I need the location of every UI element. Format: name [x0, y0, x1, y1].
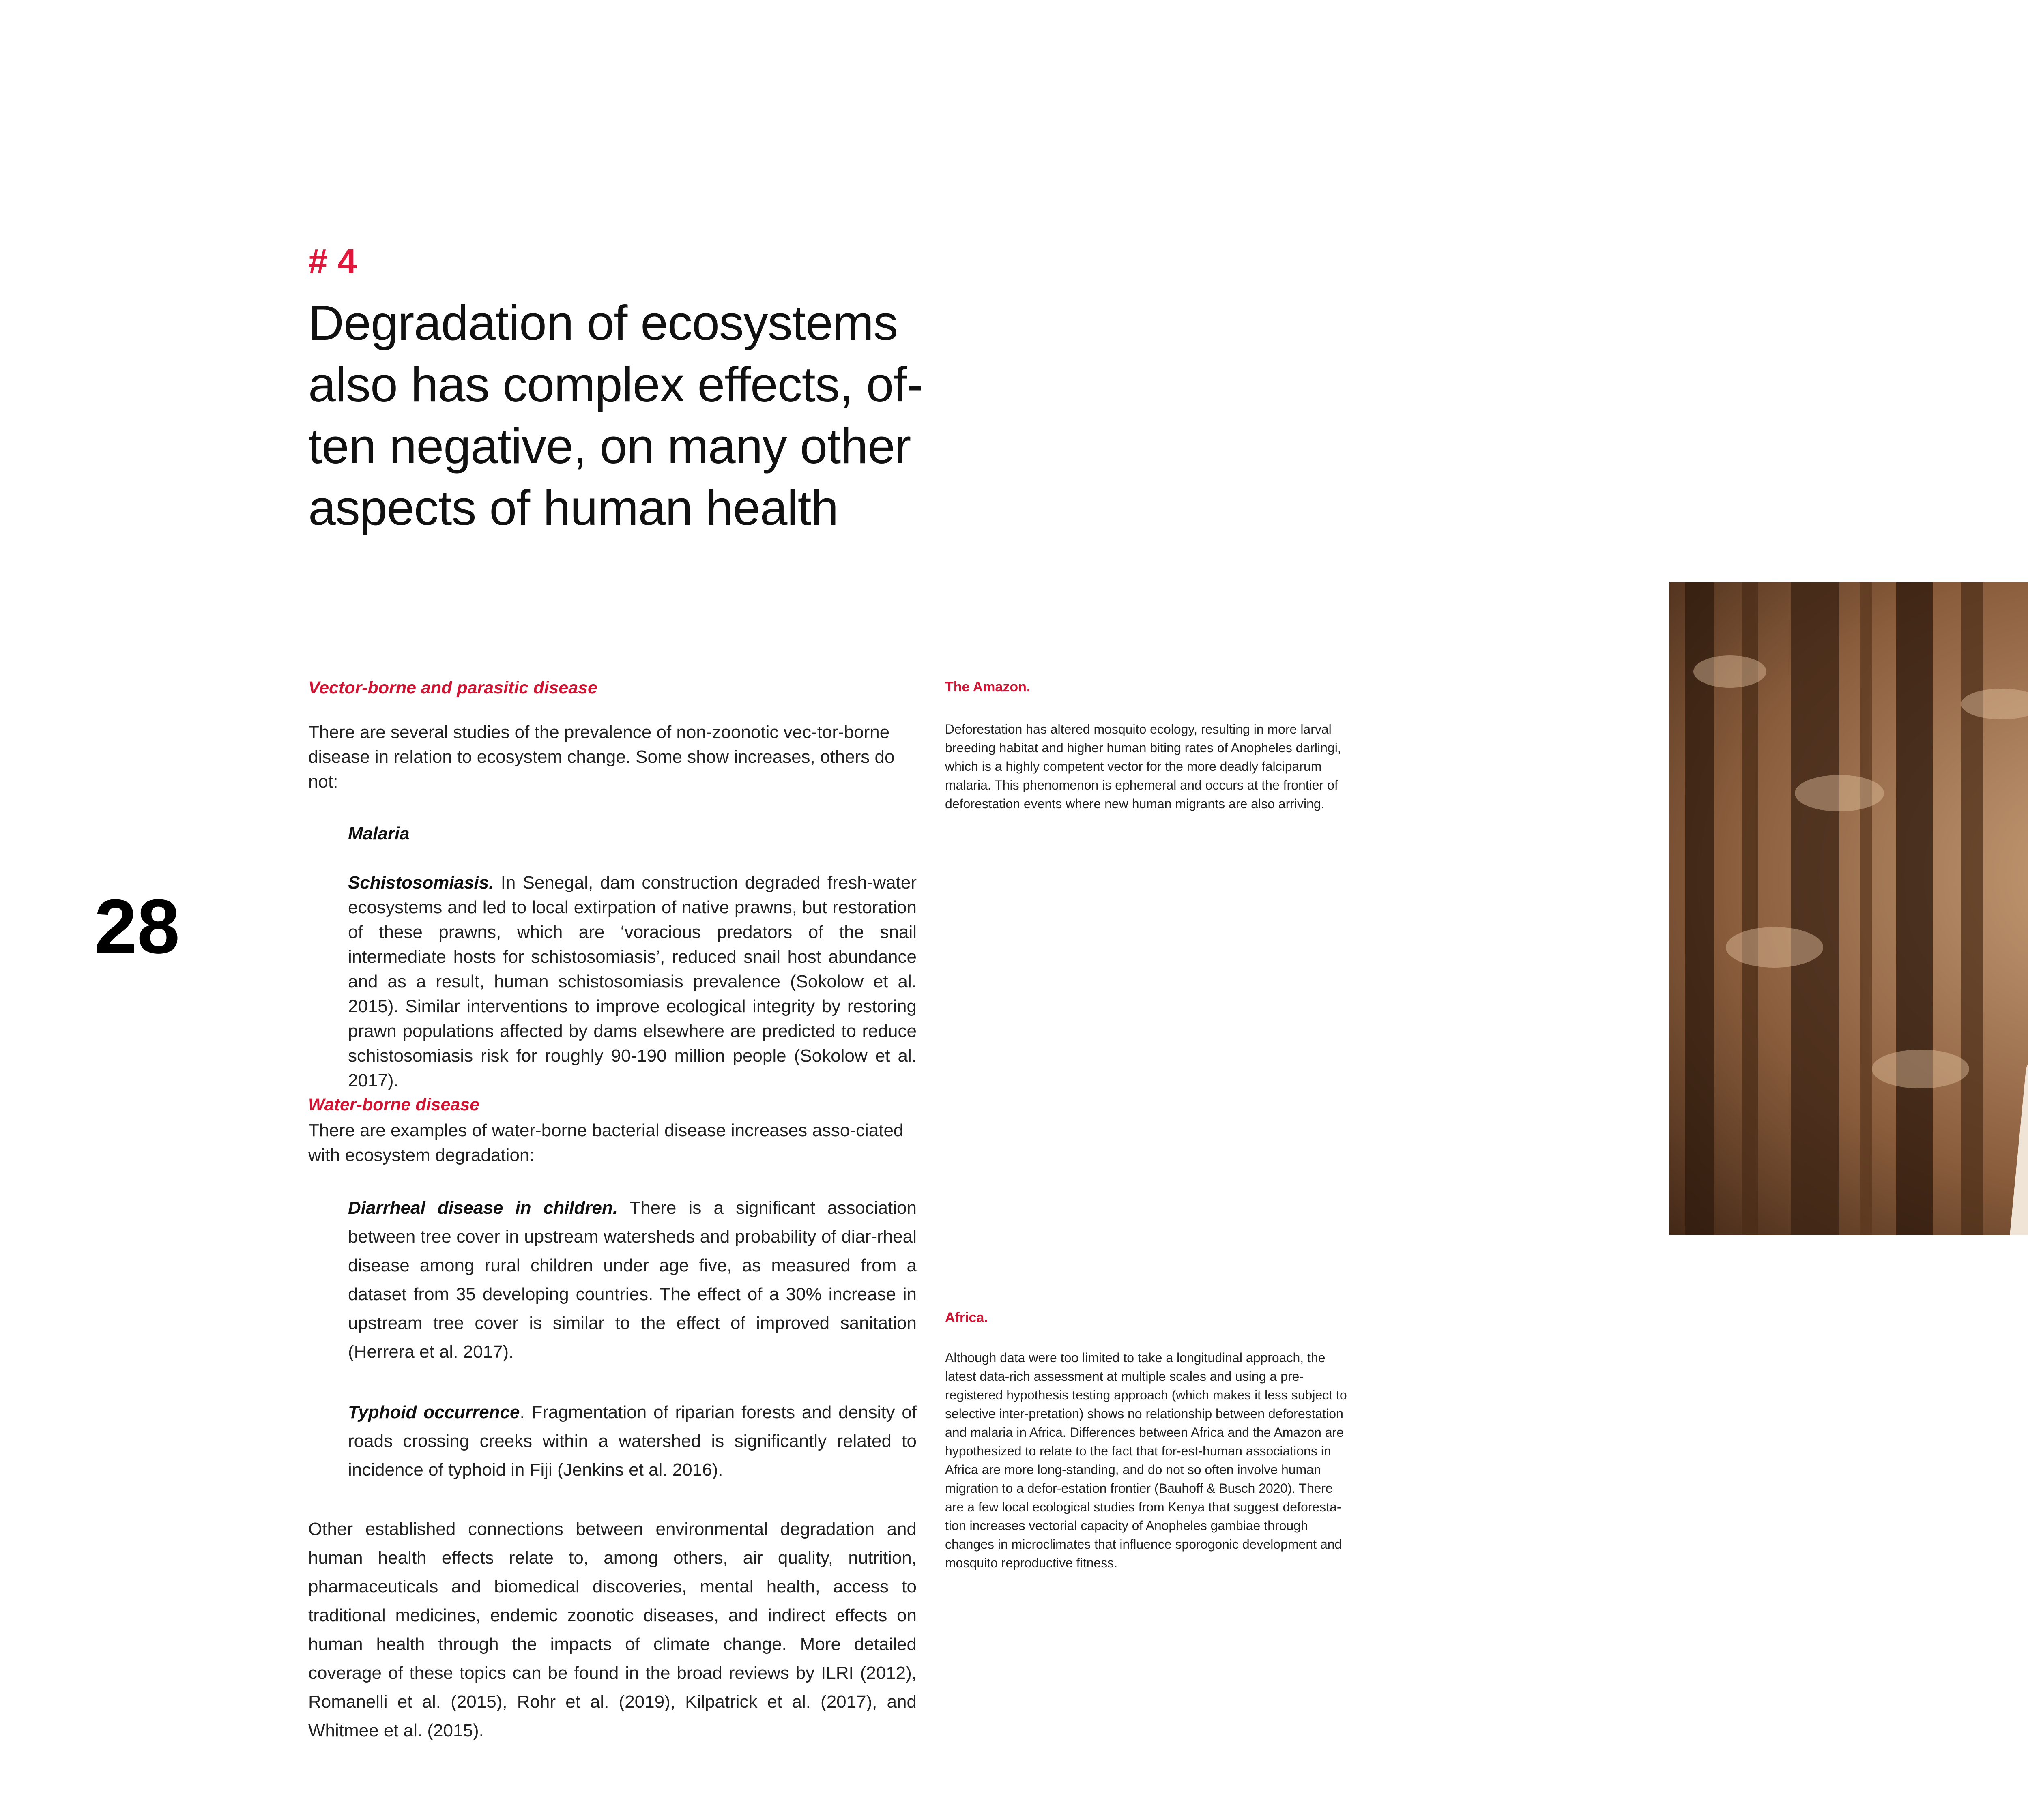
typhoid-entry	[348, 1398, 917, 1484]
malaria-entry	[348, 821, 917, 846]
page-number-left: 28	[94, 884, 180, 970]
vector-borne-intro: There are several studies of the prevalence of non-zoonotic vec-tor-borne disease in relation to ecosystem change. Some show increases, others do not:	[308, 722, 895, 792]
diarrheal-term: Diarrheal disease in children.	[348, 1198, 618, 1218]
typhoid-text: . Fragmentation of riparian forests and density of roads crossing creeks within a watershed is significantly related to incidence of typhoid in Fiji (Jenkins et al. 2016).	[348, 1402, 917, 1480]
diarrheal-entry	[348, 1193, 917, 1366]
schistosomiasis-text: In Senegal, dam construction degraded fresh-water ecosystems and led to local extirpation of native prawns, but restoration of these prawns, which are ‘voracious predators of the snail intermediate hosts for schistosomiasis’, reduced snail host abundance and as a result, human schistosomiasis prevalence (Sokolow et al. 2015). Similar interventions to improve ecological integrity by restoring prawn populations affected by dams elsewhere are predicted to reduce schistosomiasis risk for roughly 90-190 million people (Sokolow et al. 2017).	[348, 873, 917, 1090]
water-borne-intro: There are examples of water-borne bacterial disease increases asso-ciated with ecosystem degradation:	[308, 1120, 904, 1165]
section-title: Degradation of ecosystems also has complex effects, of-ten negative, on many other aspects of human health	[308, 295, 923, 535]
typhoid-term: Typhoid occurrence	[348, 1402, 520, 1422]
amazon-text: Deforestation has altered mosquito ecology, resulting in more larval breeding habitat and higher human biting rates of Anopheles darlingi, which is a highly competent vector for the more deadly falciparum malaria. This phenomenon is ephemeral and occurs at the frontier of deforestation events where new human migrants are also arriving.	[945, 722, 1341, 811]
vector-borne-heading: Vector-borne and parasitic disease	[308, 678, 597, 698]
schistosomiasis-entry	[348, 870, 917, 1093]
schistosomiasis-term: Schistosomiasis.	[348, 873, 494, 893]
diarrheal-text: There is a significant association between tree cover in upstream watersheds and probability of diar-rheal disease among rural children under age five, as measured from a dataset from 35 developing countries. The effect of a 30% increase in upstream tree cover is similar to the effect of improved sanitation (Herrera et al. 2017).	[348, 1198, 917, 1362]
africa-text: Although data were too limited to take a longitudinal approach, the latest data-rich assessment at multiple scales and using a pre-registered hypothesis testing approach (which makes it less subject to selective inter-pretation) shows no relationship between deforestation and malaria in Africa. Differences between Africa and the Amazon are hypothesized to relate to the fact that for-est-human associations in Africa are more long-standing, and do not so often involve human migration to a defor-estation frontier (Bauhoff & Busch 2020). There are a few local ecological studies from Kenya that suggest deforesta-tion increases vectorial capacity of Anopheles gambiae through changes in microclimates that influence sporogonic development and mosquito reproductive fitness.	[945, 1350, 1347, 1570]
man-in-forest-photo	[1669, 582, 2028, 1235]
closing-paragraph: Other established connections between environmental degradation and human health effects relate to, among others, air quality, nutrition, pharmaceuticals and biomedical discoveries, mental health, access to traditional medicines, endemic zoonotic diseases, and indirect effects on human health through the impacts of climate change. More detailed coverage of these topics can be found in the broad reviews by ILRI (2012), Romanelli et al. (2015), Rohr et al. (2019), Kilpatrick et al. (2017), and Whitmee et al. (2015).	[308, 1519, 917, 1741]
section-number: # 4	[308, 242, 357, 281]
amazon-heading: The Amazon.	[945, 679, 1031, 695]
malaria-term: Malaria	[348, 824, 410, 843]
africa-heading: Africa.	[945, 1310, 988, 1325]
water-borne-heading: Water-borne disease	[308, 1095, 480, 1114]
photo-illustration	[1669, 582, 2028, 1235]
